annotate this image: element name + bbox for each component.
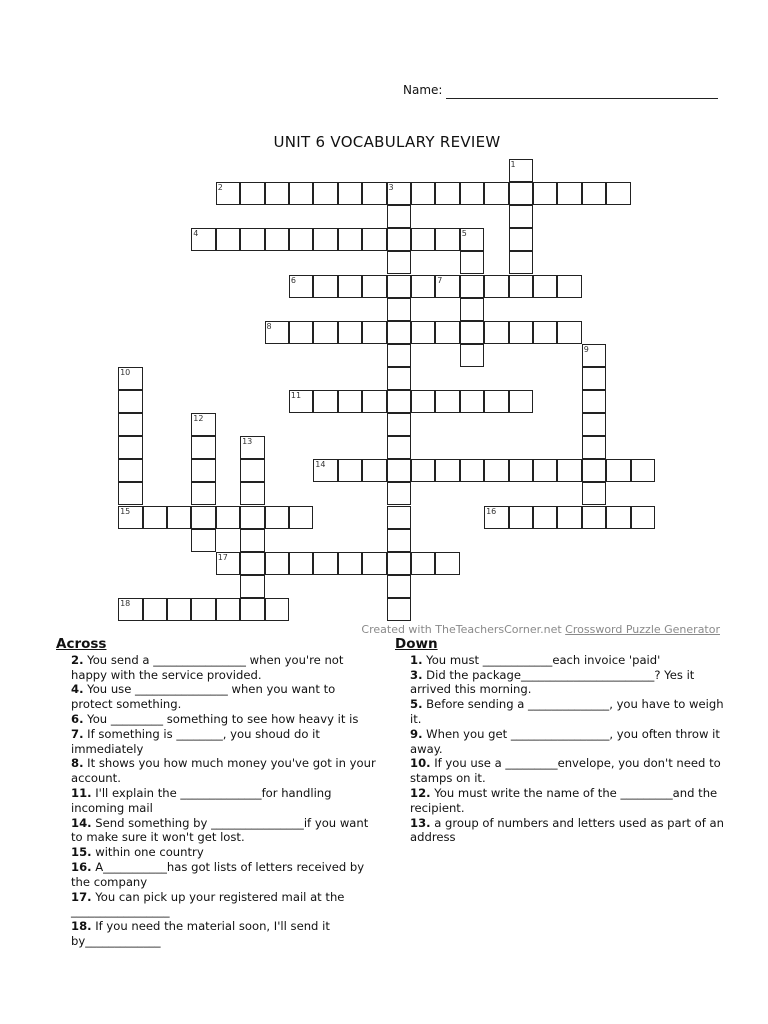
clue-text: Send something by ________________if you want to make sure it won't get lost.: [71, 815, 369, 845]
grid-cell[interactable]: [240, 575, 265, 598]
grid-cell[interactable]: [557, 321, 582, 344]
grid-cell[interactable]: [557, 182, 582, 205]
grid-cell[interactable]: [216, 182, 241, 205]
grid-cell[interactable]: [533, 506, 558, 529]
grid-cell[interactable]: [118, 413, 143, 436]
grid-cell[interactable]: [118, 482, 143, 505]
credit-prefix: Created with TheTeachersCorner.net: [361, 623, 566, 636]
grid-cell[interactable]: [509, 275, 534, 298]
grid-cell[interactable]: [460, 459, 485, 482]
clue-number: 7.: [71, 726, 84, 741]
grid-cell[interactable]: [484, 459, 509, 482]
grid-cell-number: 7: [437, 275, 443, 285]
name-label: Name:: [403, 83, 443, 97]
grid-cell[interactable]: [435, 459, 460, 482]
grid-cell[interactable]: [191, 459, 216, 482]
grid-cell[interactable]: [387, 205, 412, 228]
grid-cell[interactable]: [240, 459, 265, 482]
grid-cell-number: 17: [217, 552, 228, 562]
grid-cell[interactable]: [118, 367, 143, 390]
across-clue: [56, 860, 380, 890]
grid-cell[interactable]: [484, 506, 509, 529]
grid-cell-number: 9: [583, 344, 589, 354]
grid-cell[interactable]: [313, 390, 338, 413]
grid-cell[interactable]: [313, 182, 338, 205]
across-clue: [56, 653, 380, 683]
down-clue: [395, 668, 725, 698]
grid-cell-number: 1: [510, 160, 516, 169]
grid-cell[interactable]: [557, 506, 582, 529]
grid-cell[interactable]: [387, 251, 412, 274]
grid-cell[interactable]: [265, 228, 290, 251]
crossword-generator-link[interactable]: Crossword Puzzle Generator: [565, 623, 720, 636]
down-clue: [395, 697, 725, 727]
grid-cell[interactable]: [362, 228, 387, 251]
clue-number: 5.: [410, 697, 423, 712]
grid-cell[interactable]: [484, 321, 509, 344]
grid-cell[interactable]: [338, 228, 363, 251]
grid-cell-number: 11: [290, 391, 302, 400]
grid-cell[interactable]: [118, 390, 143, 413]
across-clue: [56, 919, 380, 949]
grid-cell[interactable]: [582, 436, 607, 459]
across-clue: [56, 727, 380, 757]
grid-cell[interactable]: [289, 390, 314, 413]
grid-cell[interactable]: [509, 390, 534, 413]
grid-cell[interactable]: [289, 321, 314, 344]
grid-cell[interactable]: [533, 321, 558, 344]
grid-cell[interactable]: [606, 506, 631, 529]
clue-number: 9.: [410, 726, 423, 741]
grid-cell-number: 12: [193, 414, 204, 424]
clue-text: When you get _________________, you often throw it away.: [410, 726, 720, 756]
grid-cell[interactable]: [338, 552, 363, 575]
grid-cell[interactable]: [313, 321, 338, 344]
grid-cell[interactable]: [509, 251, 534, 274]
grid-cell[interactable]: [460, 390, 485, 413]
grid-cell[interactable]: [411, 182, 436, 205]
grid-cell[interactable]: [265, 321, 290, 344]
grid-cell[interactable]: [216, 552, 241, 575]
grid-cell[interactable]: [582, 182, 607, 205]
grid-cell[interactable]: [240, 506, 265, 529]
grid-cell[interactable]: [191, 413, 216, 436]
grid-cell[interactable]: [387, 459, 412, 482]
grid-cell[interactable]: [435, 182, 460, 205]
grid-cell-number: 16: [486, 506, 497, 516]
grid-cell[interactable]: [411, 390, 436, 413]
grid-cell[interactable]: [582, 344, 607, 367]
grid-cell[interactable]: [411, 228, 436, 251]
across-clue: [56, 682, 380, 712]
down-clue: [395, 786, 725, 816]
grid-cell[interactable]: [509, 228, 534, 251]
across-clue: [56, 756, 380, 786]
grid-cell[interactable]: [460, 321, 485, 344]
clue-text: It shows you how much money you've got in your account.: [71, 756, 376, 786]
grid-cell[interactable]: [143, 598, 168, 621]
grid-cell-number: 3: [388, 183, 394, 193]
grid-cell[interactable]: [582, 459, 607, 482]
grid-cell[interactable]: [435, 321, 460, 344]
grid-cell[interactable]: [533, 182, 558, 205]
grid-cell[interactable]: [435, 275, 460, 298]
clue-text: Did the package_______________________? Yes it arrived this morning.: [410, 667, 695, 697]
grid-cell-number: 5: [461, 229, 467, 239]
across-clue: [56, 816, 380, 846]
grid-cell[interactable]: [387, 390, 412, 413]
grid-cell[interactable]: [338, 459, 363, 482]
grid-cell[interactable]: [362, 390, 387, 413]
down-clue-list: [395, 653, 725, 845]
grid-cell[interactable]: [143, 506, 168, 529]
grid-cell[interactable]: [631, 459, 656, 482]
grid-cell[interactable]: [265, 506, 290, 529]
clue-text: If something is ________, you shoud do it immediately: [71, 726, 320, 756]
grid-cell[interactable]: [289, 228, 314, 251]
grid-cell-number: 4: [193, 229, 199, 239]
clue-number: 10.: [410, 756, 431, 771]
grid-cell[interactable]: [484, 182, 509, 205]
grid-cell[interactable]: [313, 552, 338, 575]
grid-cell[interactable]: [240, 552, 265, 575]
grid-cell[interactable]: [582, 413, 607, 436]
grid-cell[interactable]: [460, 344, 485, 367]
grid-cell[interactable]: [191, 506, 216, 529]
grid-cell[interactable]: [460, 251, 485, 274]
grid-cell[interactable]: [387, 598, 412, 621]
grid-cell[interactable]: [435, 390, 460, 413]
grid-cell[interactable]: [631, 506, 656, 529]
grid-cell[interactable]: [411, 321, 436, 344]
grid-cell[interactable]: [606, 459, 631, 482]
clue-number: 8.: [71, 756, 84, 771]
clue-number: 11.: [71, 785, 92, 800]
grid-cell[interactable]: [240, 228, 265, 251]
grid-cell[interactable]: [509, 321, 534, 344]
grid-cell[interactable]: [509, 459, 534, 482]
grid-cell[interactable]: [167, 598, 192, 621]
grid-cell[interactable]: [460, 298, 485, 321]
across-clues: [56, 637, 380, 949]
grid-cell[interactable]: [362, 275, 387, 298]
grid-cell[interactable]: [289, 506, 314, 529]
grid-cell[interactable]: [387, 344, 412, 367]
grid-cell[interactable]: [191, 598, 216, 621]
clue-number: 12.: [410, 785, 431, 800]
grid-cell[interactable]: [484, 275, 509, 298]
grid-cell[interactable]: [509, 506, 534, 529]
grid-cell[interactable]: [362, 459, 387, 482]
grid-cell[interactable]: [240, 182, 265, 205]
across-clue: [56, 890, 380, 920]
grid-cell[interactable]: [289, 552, 314, 575]
grid-cell[interactable]: [240, 436, 265, 459]
clue-number: 3.: [410, 667, 423, 682]
grid-cell[interactable]: [387, 298, 412, 321]
grid-cell[interactable]: [167, 506, 192, 529]
grid-cell[interactable]: [435, 228, 460, 251]
grid-cell[interactable]: [289, 275, 314, 298]
grid-cell[interactable]: [313, 228, 338, 251]
grid-cell[interactable]: [460, 275, 485, 298]
grid-cell[interactable]: [557, 459, 582, 482]
grid-cell[interactable]: [533, 459, 558, 482]
clue-number: 16.: [71, 859, 92, 874]
grid-cell-number: 13: [242, 437, 253, 447]
grid-cell[interactable]: [313, 275, 338, 298]
across-clue: [56, 712, 380, 727]
clue-number: 13.: [410, 815, 431, 830]
across-clue: [56, 845, 380, 860]
grid-cell[interactable]: [240, 529, 265, 552]
grid-cell[interactable]: [313, 459, 338, 482]
clue-text: You _________ something to see how heavy it is: [83, 711, 359, 726]
grid-cell[interactable]: [216, 506, 241, 529]
down-heading: Down: [395, 636, 438, 652]
grid-cell[interactable]: [582, 506, 607, 529]
grid-cell[interactable]: [509, 182, 534, 205]
down-clue: [395, 756, 725, 786]
grid-cell[interactable]: [265, 182, 290, 205]
grid-cell-number: 10: [120, 367, 131, 377]
grid-cell[interactable]: [606, 182, 631, 205]
grid-cell[interactable]: [118, 459, 143, 482]
across-clue-list: [56, 653, 380, 949]
grid-cell[interactable]: [387, 367, 412, 390]
grid-cell[interactable]: [435, 552, 460, 575]
clue-text: a group of numbers and letters used as part of an address: [410, 815, 724, 845]
grid-cell[interactable]: [509, 159, 534, 182]
grid-cell[interactable]: [118, 436, 143, 459]
grid-cell[interactable]: [387, 182, 412, 205]
clue-text: I'll explain the ______________for handling incoming mail: [71, 785, 332, 815]
down-clue: [395, 727, 725, 757]
grid-cell[interactable]: [387, 529, 412, 552]
grid-cell-number: 15: [120, 506, 131, 516]
grid-cell[interactable]: [265, 598, 290, 621]
grid-cell-number: 14: [315, 460, 326, 470]
clue-text: within one country: [91, 845, 204, 860]
grid-cell[interactable]: [460, 182, 485, 205]
grid-cell[interactable]: [191, 482, 216, 505]
grid-cell[interactable]: [289, 182, 314, 205]
clue-number: 14.: [71, 815, 92, 830]
grid-cell[interactable]: [118, 598, 143, 621]
clue-number: 17.: [71, 889, 92, 904]
down-clues: [395, 637, 725, 845]
clue-text: Before sending a ______________, you have to weigh it.: [410, 697, 724, 726]
grid-cell[interactable]: [387, 436, 412, 459]
grid-cell[interactable]: [484, 390, 509, 413]
clue-text: You use ________________ when you want to protect something.: [71, 682, 336, 712]
grid-cell[interactable]: [533, 275, 558, 298]
grid-cell[interactable]: [509, 205, 534, 228]
grid-cell[interactable]: [582, 367, 607, 390]
clue-number: 2.: [71, 652, 84, 667]
clue-text: You must ____________each invoice 'paid': [422, 652, 661, 667]
page-title: UNIT 6 VOCABULARY REVIEW: [273, 133, 501, 151]
grid-cell[interactable]: [387, 482, 412, 505]
grid-cell-number: 6: [290, 275, 296, 285]
grid-cell-number: 8: [266, 321, 272, 331]
grid-cell[interactable]: [387, 552, 412, 575]
grid-cell[interactable]: [191, 436, 216, 459]
clue-text: If you use a _________envelope, you don't need to stamps on it.: [410, 756, 721, 786]
down-clue: [395, 653, 725, 668]
grid-cell[interactable]: [338, 321, 363, 344]
grid-cell[interactable]: [240, 482, 265, 505]
grid-cell[interactable]: [387, 506, 412, 529]
down-clue: [395, 816, 725, 846]
credit-line: [361, 623, 720, 636]
across-clue: [56, 786, 380, 816]
grid-cell[interactable]: [265, 552, 290, 575]
grid-cell[interactable]: [411, 459, 436, 482]
clue-number: 6.: [71, 711, 84, 726]
grid-cell[interactable]: [240, 598, 265, 621]
clue-text: A___________has got lists of letters received by the company: [71, 859, 365, 889]
grid-cell[interactable]: [411, 552, 436, 575]
grid-cell[interactable]: [557, 275, 582, 298]
clue-number: 1.: [410, 652, 423, 667]
grid-cell[interactable]: [387, 228, 412, 251]
grid-cell[interactable]: [338, 182, 363, 205]
clue-number: 15.: [71, 845, 92, 860]
grid-cell[interactable]: [387, 321, 412, 344]
grid-cell[interactable]: [411, 275, 436, 298]
grid-cell[interactable]: [118, 506, 143, 529]
grid-cell-number: 18: [120, 598, 131, 608]
clue-text: If you need the material soon, I'll send it by_____________: [71, 919, 330, 948]
grid-cell[interactable]: [582, 390, 607, 413]
grid-cell[interactable]: [216, 598, 241, 621]
clue-number: 4.: [71, 682, 84, 697]
grid-cell[interactable]: [362, 321, 387, 344]
grid-cell[interactable]: [216, 228, 241, 251]
across-heading: Across: [56, 636, 107, 652]
grid-cell[interactable]: [191, 228, 216, 251]
grid-cell[interactable]: [191, 529, 216, 552]
grid-cell[interactable]: [362, 182, 387, 205]
clue-text: You can pick up your registered mail at the _________________: [71, 889, 345, 919]
grid-cell-number: 2: [217, 183, 223, 193]
grid-cell[interactable]: [387, 413, 412, 436]
grid-cell[interactable]: [460, 228, 485, 251]
grid-cell[interactable]: [582, 482, 607, 505]
grid-cell[interactable]: [338, 390, 363, 413]
grid-cell[interactable]: [387, 275, 412, 298]
clue-text: You must write the name of the _________and the recipient.: [410, 785, 718, 815]
clue-number: 18.: [71, 919, 92, 934]
grid-cell[interactable]: [362, 552, 387, 575]
grid-cell[interactable]: [387, 575, 412, 598]
grid-cell[interactable]: [338, 275, 363, 298]
clue-text: You send a ________________ when you're not happy with the service provided.: [71, 652, 344, 682]
